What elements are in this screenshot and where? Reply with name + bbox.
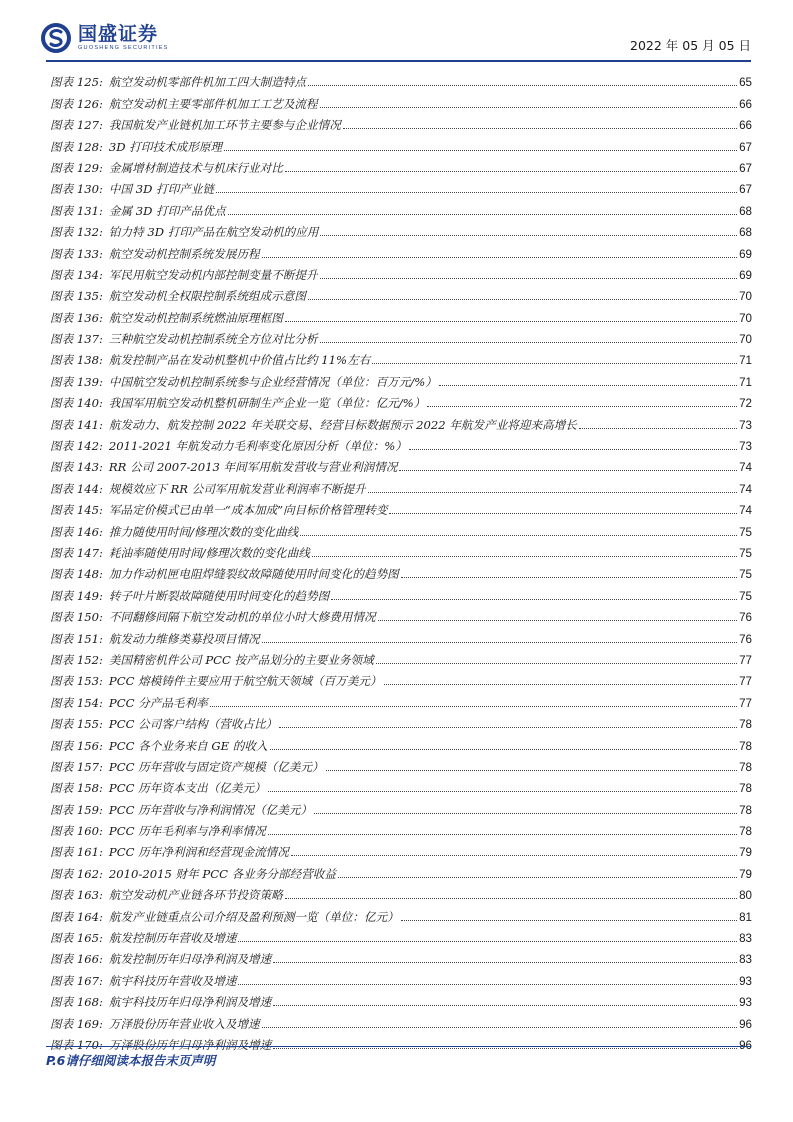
page-number: 68 <box>739 226 752 240</box>
figure-caption: 航空发动机控制系统燃油原理框图 <box>108 310 283 325</box>
toc-entry[interactable] <box>50 731 752 752</box>
dot-leader <box>268 791 737 792</box>
toc-entry[interactable] <box>50 646 752 667</box>
dot-leader <box>320 235 737 236</box>
figure-number: 图表 169: <box>50 1016 103 1031</box>
dot-leader <box>343 128 737 129</box>
figure-caption: 航发控制历年归母净利润及增速 <box>108 952 272 967</box>
dot-leader <box>439 385 737 386</box>
page-number: 78 <box>739 782 752 796</box>
page-number: 71 <box>739 354 752 368</box>
toc-entry[interactable] <box>50 945 752 966</box>
figure-caption: 航空发动机产业链各环节投资策略 <box>108 888 283 903</box>
page-number: 76 <box>739 632 752 646</box>
dot-leader <box>238 941 737 942</box>
toc-entry[interactable] <box>50 303 752 324</box>
page-number: 78 <box>739 760 752 774</box>
figure-caption: PCC 历年毛利率与净利率情况 <box>108 824 266 839</box>
figure-number: 图表 150: <box>50 610 103 625</box>
page-number: 67 <box>739 140 752 154</box>
toc-entry[interactable] <box>50 111 752 132</box>
figure-caption: 金属增材制造技术与机床行业对比 <box>108 160 283 175</box>
figure-caption: 我国军用航空发动机整机研制生产企业一览（单位：亿元/%） <box>108 396 426 411</box>
toc-entry[interactable] <box>50 474 752 495</box>
toc-entry[interactable] <box>50 89 752 110</box>
toc-entry[interactable] <box>50 175 752 196</box>
figure-number: 图表 126: <box>50 96 103 111</box>
dot-leader <box>238 984 737 985</box>
toc-entry[interactable] <box>50 795 752 816</box>
toc-entry[interactable] <box>50 774 752 795</box>
dot-leader <box>399 470 737 471</box>
figure-number: 图表 165: <box>50 931 103 946</box>
toc-entry[interactable] <box>50 988 752 1009</box>
figure-caption: RR 公司 2007-2013 年间军用航发营收与营业利润情况 <box>108 460 398 475</box>
toc-entry[interactable] <box>50 688 752 709</box>
toc-entry[interactable] <box>50 924 752 945</box>
page-number: 70 <box>739 290 752 304</box>
toc-entry[interactable] <box>50 902 752 923</box>
figure-number: 图表 135: <box>50 289 103 304</box>
figure-number: 图表 145: <box>50 503 103 518</box>
toc-entry[interactable] <box>50 966 752 987</box>
figure-caption: 航发动力维修类募投项目情况 <box>108 631 260 646</box>
figure-number: 图表 127: <box>50 118 103 133</box>
page-number: 80 <box>739 889 752 903</box>
figure-caption: 2010-2015 财年 PCC 各业务分部经营收益 <box>108 866 336 881</box>
page-number: 65 <box>739 76 752 90</box>
page-number: 69 <box>739 268 752 282</box>
toc-entry[interactable] <box>50 282 752 303</box>
figure-number: 图表 140: <box>50 396 103 411</box>
figure-caption: 航空发动机主要零部件机加工工艺及流程 <box>108 96 318 111</box>
figure-number: 图表 137: <box>50 332 103 347</box>
toc-entry[interactable] <box>50 132 752 153</box>
figure-number: 图表 162: <box>50 866 103 881</box>
figure-number: 图表 164: <box>50 909 103 924</box>
toc-entry[interactable] <box>50 496 752 517</box>
page-number: 67 <box>739 183 752 197</box>
figure-caption: 航发动力、航发控制 2022 年关联交易、经营目标数据预示 2022 年航发产业将迎来高增长 <box>108 417 577 432</box>
footer-disclaimer: P.6请仔细阅读本报告末页声明 <box>46 1053 216 1068</box>
figure-number: 图表 147: <box>50 545 103 560</box>
dot-leader <box>273 962 737 963</box>
figure-caption: 三种航空发动机控制系统全方位对比分析 <box>108 332 318 347</box>
page-number: 93 <box>739 996 752 1010</box>
figure-caption: 推力随使用时间/修理次数的变化曲线 <box>108 524 299 539</box>
page-number: 77 <box>739 675 752 689</box>
toc-entry[interactable] <box>50 624 752 645</box>
dot-leader <box>331 599 737 600</box>
toc-entry[interactable] <box>50 753 752 774</box>
page-number: 71 <box>739 375 752 389</box>
figure-caption: 3D 打印技术成形原理 <box>108 139 223 154</box>
figure-number: 图表 167: <box>50 973 103 988</box>
report-date: 2022 年 05 月 05 日 <box>630 38 751 53</box>
figure-number: 图表 160: <box>50 824 103 839</box>
figure-number: 图表 153: <box>50 674 103 689</box>
figure-number: 图表 141: <box>50 417 103 432</box>
figure-caption: 航宇科技历年归母净利润及增速 <box>108 995 272 1010</box>
figure-caption: 不同翻修间隔下航空发动机的单位小时大修费用情况 <box>108 610 376 625</box>
page-number: 67 <box>739 161 752 175</box>
figure-number: 图表 159: <box>50 802 103 817</box>
figure-caption: 航宇科技历年营收及增速 <box>108 973 237 988</box>
dot-leader <box>270 749 738 750</box>
page-number: 78 <box>739 718 752 732</box>
toc-entry[interactable] <box>50 838 752 859</box>
page-number: 79 <box>739 867 752 881</box>
figure-number: 图表 148: <box>50 567 103 582</box>
dot-leader <box>314 813 737 814</box>
page-number: 83 <box>739 932 752 946</box>
page-number: 66 <box>739 119 752 133</box>
figure-caption: 规模效应下 RR 公司军用航发营业利润率不断提升 <box>108 481 366 496</box>
figure-number: 图表 168: <box>50 995 103 1010</box>
dot-leader <box>401 920 737 921</box>
figure-number: 图表 136: <box>50 310 103 325</box>
figure-caption: 航空发动机全权限控制系统组成示意图 <box>108 289 307 304</box>
dot-leader <box>368 492 737 493</box>
page-number: 74 <box>739 461 752 475</box>
figure-number: 图表 125: <box>50 75 103 90</box>
figure-caption: 耗油率随使用时间/修理次数的变化曲线 <box>108 545 310 560</box>
figure-caption: 我国航发产业链机加工环节主要参与企业情况 <box>108 118 341 133</box>
dot-leader <box>228 214 737 215</box>
figure-caption: PCC 各个业务来自 GE 的收入 <box>108 738 268 753</box>
page-number: 93 <box>739 974 752 988</box>
page-number: 75 <box>739 568 752 582</box>
footer-divider <box>46 1046 751 1047</box>
figure-caption: 金属 3D 打印产品优点 <box>108 203 226 218</box>
dot-leader <box>338 877 737 878</box>
dot-leader <box>427 406 737 407</box>
figure-number: 图表 129: <box>50 160 103 175</box>
page-number: 70 <box>739 333 752 347</box>
page-number: 73 <box>739 418 752 432</box>
dot-leader <box>326 770 737 771</box>
page-number: 76 <box>739 611 752 625</box>
figure-caption: 万泽股份历年归母净利润及增速 <box>108 1037 272 1052</box>
toc-entry[interactable] <box>50 218 752 239</box>
toc-entry[interactable] <box>50 539 752 560</box>
figure-caption: PCC 公司客户结构（营收占比） <box>108 717 278 732</box>
dot-leader <box>308 85 737 86</box>
dot-leader <box>224 150 737 151</box>
figure-caption: 军品定价模式已由单一“成本加成”向目标价格管理转变 <box>108 503 388 518</box>
brand-logo <box>40 22 169 54</box>
figure-caption: 中国 3D 打印产业链 <box>108 182 215 197</box>
page-number: 72 <box>739 397 752 411</box>
dot-leader <box>389 513 737 514</box>
dot-leader <box>378 620 738 621</box>
figure-number: 图表 142: <box>50 439 103 454</box>
toc-entry[interactable] <box>50 154 752 175</box>
page-number: 75 <box>739 546 752 560</box>
page-number: 66 <box>739 97 752 111</box>
figure-number: 图表 155: <box>50 717 103 732</box>
figure-caption: 铂力特 3D 打印产品在航空发动机的应用 <box>108 225 319 240</box>
page-number: 77 <box>739 653 752 667</box>
figure-number: 图表 152: <box>50 652 103 667</box>
dot-leader <box>308 299 737 300</box>
page-number: 77 <box>739 696 752 710</box>
figure-caption: 美国精密机件公司 PCC 按产品划分的主要业务领域 <box>108 652 374 667</box>
dot-leader <box>320 278 737 279</box>
figure-number: 图表 149: <box>50 588 103 603</box>
figure-number: 图表 143: <box>50 460 103 475</box>
toc-entry[interactable] <box>50 603 752 624</box>
page-header <box>0 0 793 64</box>
figure-number: 图表 131: <box>50 203 103 218</box>
figure-index-list <box>50 68 752 1052</box>
figure-caption: PCC 历年营收与固定资产规模（亿美元） <box>108 759 324 774</box>
dot-leader <box>268 834 737 835</box>
figure-number: 图表 157: <box>50 759 103 774</box>
dot-leader <box>376 663 737 664</box>
brand-name-en: GUOSHENG SECURITIES <box>78 45 169 51</box>
figure-caption: 加力作动机匣电阻焊缝裂纹故障随使用时间变化的趋势图 <box>108 567 399 582</box>
toc-entry[interactable] <box>50 239 752 260</box>
dot-leader <box>279 727 737 728</box>
figure-caption: PCC 分产品毛利率 <box>108 695 208 710</box>
toc-entry[interactable] <box>50 560 752 581</box>
figure-number: 图表 132: <box>50 225 103 240</box>
page-number: 69 <box>739 247 752 261</box>
figure-number: 图表 134: <box>50 267 103 282</box>
page-number: 75 <box>739 525 752 539</box>
page-number: 79 <box>739 846 752 860</box>
toc-entry[interactable] <box>50 581 752 602</box>
dot-leader <box>579 428 737 429</box>
figure-number: 图表 156: <box>50 738 103 753</box>
figure-number: 图表 144: <box>50 481 103 496</box>
header-divider <box>46 60 751 62</box>
figure-number: 图表 138: <box>50 353 103 368</box>
figure-caption: 航发控制产品在发动机整机中价值占比约 11%左右 <box>108 353 371 368</box>
page-number: 74 <box>739 504 752 518</box>
page-number: 70 <box>739 311 752 325</box>
toc-entry[interactable] <box>50 389 752 410</box>
toc-entry[interactable] <box>50 196 752 217</box>
toc-entry[interactable] <box>50 346 752 367</box>
page-number: 68 <box>739 204 752 218</box>
dot-leader <box>401 577 737 578</box>
figure-number: 图表 163: <box>50 888 103 903</box>
dot-leader <box>273 1048 737 1049</box>
page-number: 96 <box>739 1038 752 1052</box>
figure-number: 图表 133: <box>50 246 103 261</box>
figure-caption: 2011-2021 年航发动力毛利率变化原因分析（单位：%） <box>108 439 407 454</box>
toc-entry[interactable] <box>50 667 752 688</box>
dot-leader <box>320 342 737 343</box>
figure-caption: PCC 历年营收与净利润情况（亿美元） <box>108 802 313 817</box>
figure-number: 图表 154: <box>50 695 103 710</box>
figure-caption: 航空发动机零部件机加工四大制造特点 <box>108 75 307 90</box>
page-number: 73 <box>739 440 752 454</box>
toc-entry[interactable] <box>50 1009 752 1030</box>
dot-leader <box>384 684 737 685</box>
page-number: 78 <box>739 739 752 753</box>
toc-entry[interactable] <box>50 261 752 282</box>
figure-caption: 转子叶片断裂故障随使用时间变化的趋势图 <box>108 588 330 603</box>
page-number: 75 <box>739 589 752 603</box>
figure-number: 图表 170: <box>50 1037 103 1052</box>
figure-number: 图表 158: <box>50 781 103 796</box>
toc-entry[interactable] <box>50 367 752 388</box>
dot-leader <box>210 706 737 707</box>
dot-leader <box>216 192 737 193</box>
figure-caption: 航空发动机控制系统发展历程 <box>108 246 260 261</box>
dot-leader <box>320 107 737 108</box>
toc-entry[interactable] <box>50 881 752 902</box>
figure-caption: PCC 历年净利润和经营现金流情况 <box>108 845 289 860</box>
toc-entry[interactable] <box>50 710 752 731</box>
toc-entry[interactable] <box>50 817 752 838</box>
dot-leader <box>300 535 737 536</box>
toc-entry[interactable] <box>50 517 752 538</box>
figure-caption: 万泽股份历年营业收入及增速 <box>108 1016 260 1031</box>
figure-number: 图表 151: <box>50 631 103 646</box>
figure-caption: PCC 熔模铸件主要应用于航空航天领域（百万美元） <box>108 674 382 689</box>
toc-entry[interactable] <box>50 453 752 474</box>
page-number: 96 <box>739 1017 752 1031</box>
figure-number: 图表 128: <box>50 139 103 154</box>
dot-leader <box>262 257 737 258</box>
dot-leader <box>273 1005 737 1006</box>
dot-leader <box>262 642 737 643</box>
toc-entry[interactable] <box>50 1031 752 1052</box>
toc-entry[interactable] <box>50 68 752 89</box>
figure-caption: 军民用航空发动机内部控制变量不断提升 <box>108 267 318 282</box>
dot-leader <box>291 855 737 856</box>
toc-entry[interactable] <box>50 432 752 453</box>
dot-leader <box>285 171 737 172</box>
figure-caption: 航发控制历年营收及增速 <box>108 931 237 946</box>
page-number: 78 <box>739 803 752 817</box>
figure-caption: 中国航空发动机控制系统参与企业经营情况（单位：百万元/%） <box>108 374 437 389</box>
toc-entry[interactable] <box>50 325 752 346</box>
page-number: 78 <box>739 825 752 839</box>
figure-caption: 航发产业链重点公司介绍及盈利预测一览（单位：亿元） <box>108 909 399 924</box>
figure-number: 图表 139: <box>50 374 103 389</box>
brand-name-cn: 国盛证券 <box>78 23 159 45</box>
dot-leader <box>285 898 737 899</box>
figure-number: 图表 166: <box>50 952 103 967</box>
dot-leader <box>262 1027 737 1028</box>
figure-number: 图表 161: <box>50 845 103 860</box>
page-number: 74 <box>739 482 752 496</box>
dot-leader <box>285 321 737 322</box>
figure-caption: PCC 历年资本支出（亿美元） <box>108 781 266 796</box>
dot-leader <box>312 556 737 557</box>
toc-entry[interactable] <box>50 410 752 431</box>
dot-leader <box>409 449 737 450</box>
guosheng-logo-icon <box>40 22 72 54</box>
figure-number: 图表 130: <box>50 182 103 197</box>
dot-leader <box>372 363 737 364</box>
page-number: 81 <box>739 910 752 924</box>
page-number: 83 <box>739 953 752 967</box>
figure-number: 图表 146: <box>50 524 103 539</box>
toc-entry[interactable] <box>50 859 752 880</box>
